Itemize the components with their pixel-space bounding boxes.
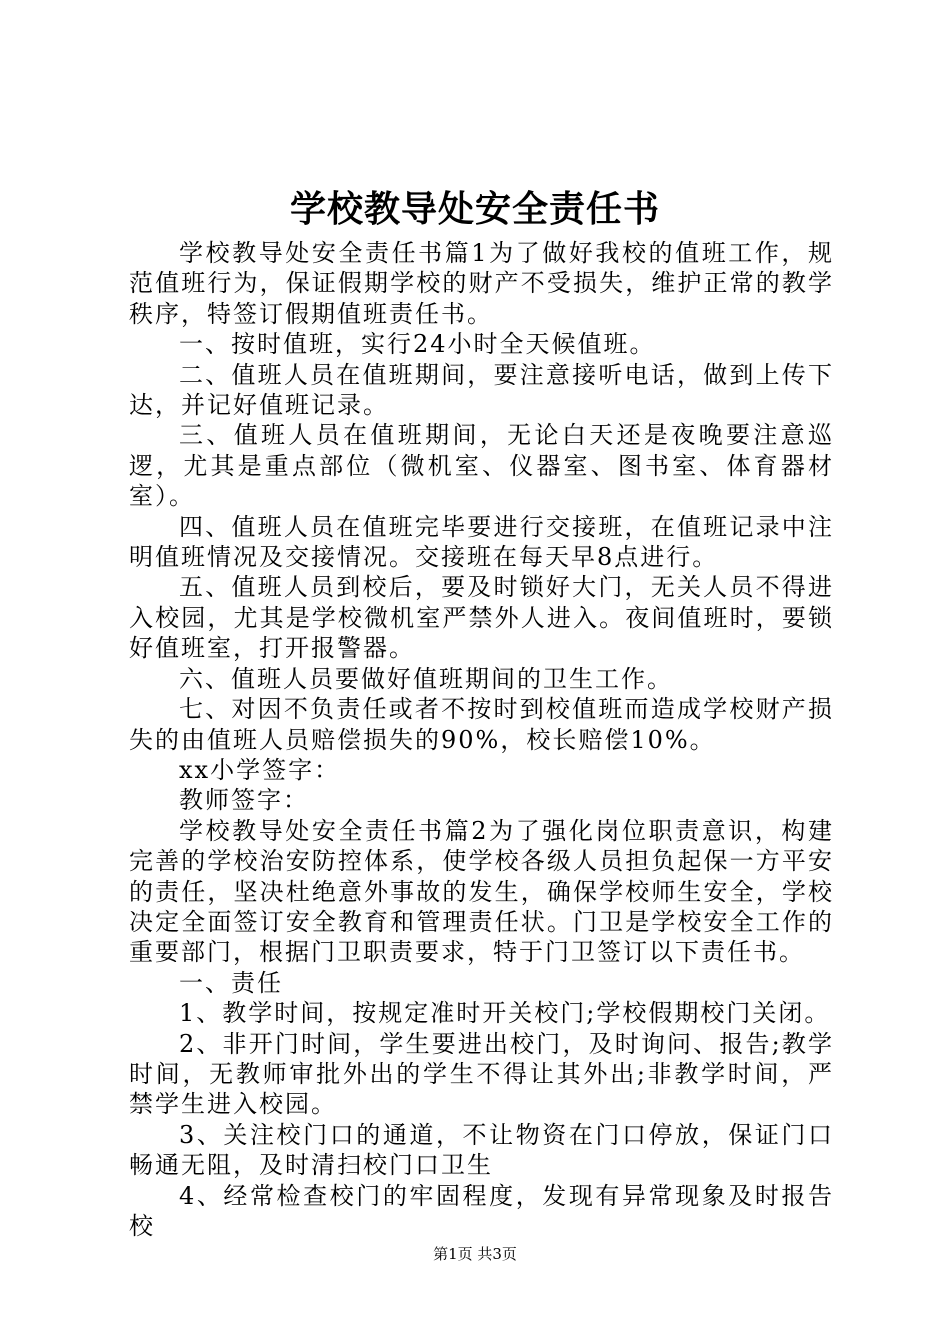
page-number-footer: 第1页 共3页 <box>433 1245 517 1263</box>
responsibility-item-2: 2、非开门时间，学生要进出校门，及时询问、报告;教学时间，无教师审批外出的学生不得让其外出;非教学时间，严禁学生进入校园。 <box>129 1029 834 1119</box>
paragraph-item-4: 四、值班人员在值班完毕要进行交接班，在值班记录中注明值班情况及交接情况。交接班在每天早8点进行。 <box>129 512 834 572</box>
section-heading-responsibility: 一、责任 <box>179 968 283 997</box>
school-signature-line: xx小学签字： <box>179 755 341 784</box>
document-title: 学校教导处安全责任书 <box>289 188 660 230</box>
responsibility-item-1: 1、教学时间，按规定准时开关校门;学校假期校门关闭。 <box>179 999 831 1028</box>
paragraph-item-6: 六、值班人员要做好值班期间的卫生工作。 <box>179 664 673 693</box>
paragraph-item-7: 七、对因不负责任或者不按时到校值班而造成学校财产损失的由值班人员赔偿损失的90%，校长赔偿10%。 <box>129 695 834 754</box>
responsibility-item-4: 4、经常检查校门的牢固程度，发现有异常现象及时报告校 <box>129 1181 834 1240</box>
paragraph-item-1: 一、按时值班，实行24小时全天候值班。 <box>179 330 656 359</box>
paragraph-intro-part1: 学校教导处安全责任书篇1为了做好我校的值班工作，规范值班行为，保证假期学校的财产不受损失，维护正常的教学秩序，特签订假期值班责任书。 <box>129 239 834 328</box>
teacher-signature-line: 教师签字： <box>179 786 309 815</box>
paragraph-item-5: 五、值班人员到校后，要及时锁好大门，无关人员不得进入校园，尤其是学校微机室严禁外人进入。夜间值班时，要锁好值班室，打开报警器。 <box>129 573 834 663</box>
paragraph-item-2: 二、值班人员在值班期间，要注意接听电话，做到上传下达，并记好值班记录。 <box>129 360 834 420</box>
document-body <box>129 238 834 1241</box>
paragraph-item-3: 三、值班人员在值班期间，无论白天还是夜晚要注意巡逻，尤其是重点部位（微机室、仪器室、图书室、体育器材室）。 <box>129 421 834 511</box>
responsibility-item-3: 3、关注校门口的通道，不让物资在门口停放，保证门口畅通无阻，及时清扫校门口卫生 <box>129 1120 834 1180</box>
paragraph-intro-part2: 学校教导处安全责任书篇2为了强化岗位职责意识，构建完善的学校治安防控体系，使学校各级人员担负起保一方平安的责任，坚决杜绝意外事故的发生，确保学校师生安全，学校决定全面签订安全教育和管理责任状。门卫是学校安全工作的重要部门，根据门卫职责要求，特于门卫签订以下责任书。 <box>129 816 834 967</box>
